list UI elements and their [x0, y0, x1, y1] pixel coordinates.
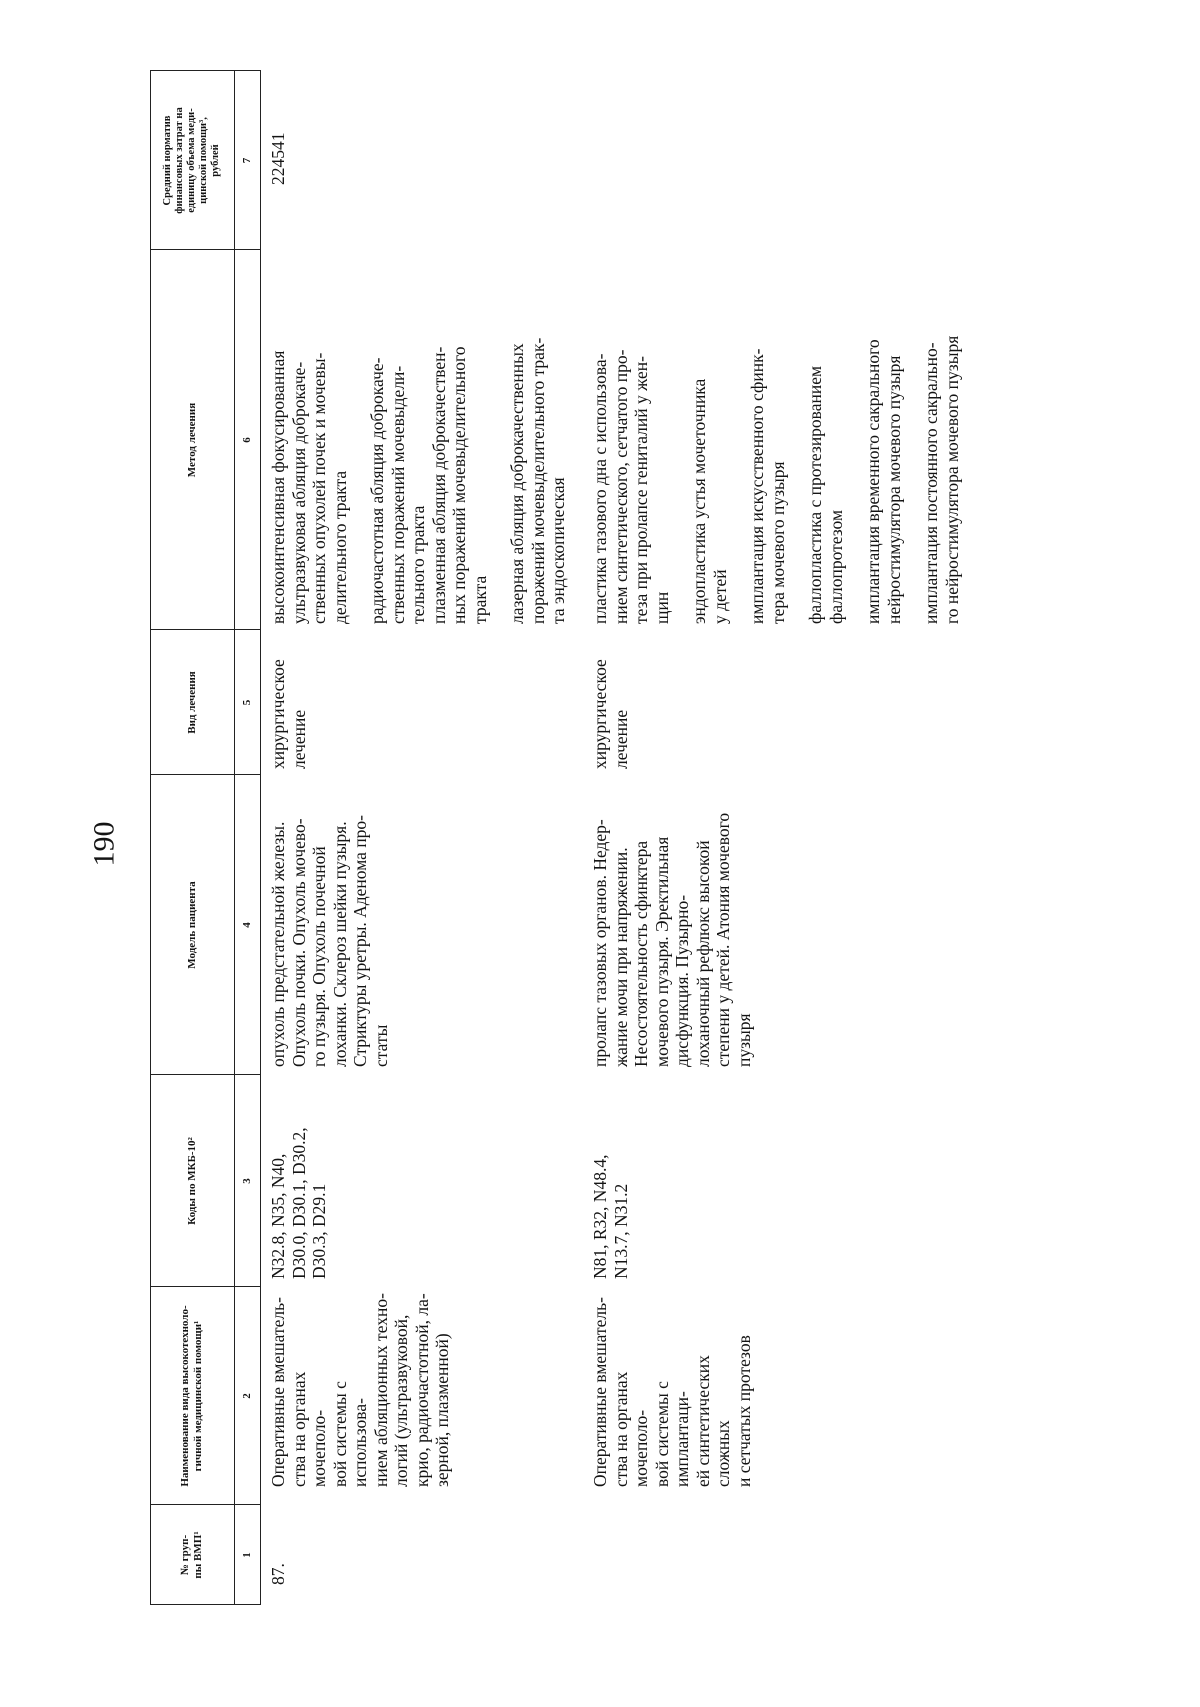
icd-codes: N81, R32, N48.4, N13.7, N31.2	[590, 1154, 631, 1279]
header-rule	[234, 70, 235, 1605]
column-number: 4	[241, 922, 253, 928]
icd-codes: N32.8, N35, N40, D30.0, D30.1, D30.2, D30.3, D29.1	[268, 1127, 329, 1279]
column-number: 7	[241, 157, 253, 164]
header-treatment-type: Вид лечения	[185, 671, 198, 734]
care-table	[150, 70, 1080, 1605]
column-number: 5	[241, 699, 253, 706]
header-care-name: Наименование вида высокотехноло- гичной медицинской помощи¹	[179, 1305, 204, 1487]
treatment-method: фаллопластика с протезированием фаллопротезом	[805, 365, 846, 624]
treatment-type: хирургическое лечение	[590, 659, 631, 769]
header-icd-codes: Коды по МКБ-10²	[185, 1137, 198, 1225]
column-number: 2	[241, 1393, 253, 1399]
column-number: 1	[241, 1552, 253, 1558]
treatment-method: имплантация постоянного сакрально- го нейростимулятора мочевого пузыря	[921, 335, 962, 624]
treatment-method: лазерная абляция доброкачественных поражений мочевыделительного трак- та эндоскопическая	[507, 337, 568, 624]
care-name: Оперативные вмешатель- ства на органах мочеполо- вой системы с использова- нием абляционных техно- логий (ультразвуковой, крио, радиочастотной, ла- зерной, плазменной)	[268, 1293, 452, 1487]
header-cost-standard: Средний норматив финансовых затрат на единицу объема меди- цинской помощи³, рублей	[162, 107, 221, 214]
treatment-method: эндопластика устья мочеточника у детей	[689, 378, 730, 624]
table-top-rule	[150, 70, 151, 1605]
care-name: Оперативные вмешатель- ства на органах мочеполо- вой системы с имплантаци- ей синтетических сложных и сетчатых протезов	[590, 1297, 754, 1487]
treatment-method: имплантация искусственного сфинк- тера мочевого пузыря	[747, 348, 788, 624]
treatment-methods	[590, 250, 962, 624]
header-group-number: № груп- пы ВМП¹	[179, 1531, 204, 1579]
treatment-method: пластика тазового дна с использова- нием синтетического, сетчатого про- теза при пролапсе гениталий у жен- щин	[590, 349, 672, 624]
group-number: 87.	[268, 1563, 288, 1585]
header-patient-model: Модель пациента	[185, 881, 198, 969]
column-number-rule	[260, 70, 261, 1605]
page-number: 190	[87, 821, 121, 867]
treatment-method: радиочастотная абляция доброкаче- ственных поражений мочевыдели- тельного тракта плазменная абляция доброкачествен- ных поражений мочевыделительного тракта	[367, 346, 490, 624]
cost-standard: 224541	[268, 132, 288, 185]
treatment-type: хирургическое лечение	[268, 659, 309, 769]
patient-model: опухоль предстательной железы. Опухоль почки. Опухоль мочево- го пузыря. Опухоль почечной лоханки. Склероз шейки пузыря. Стриктуры уретры. Аденома про- статы	[268, 814, 391, 1067]
column-number: 6	[241, 437, 253, 443]
column-number: 3	[241, 1178, 253, 1184]
treatment-method: высокоинтенсивная фокусированная ультразвуковая абляция доброкаче- ственных опухолей почек и мочевы- делительного тракта	[268, 350, 350, 624]
treatment-methods	[268, 250, 569, 624]
patient-model: пролапс тазовых органов. Недер- жание мочи при напряжении. Несостоятельность сфинктера мочевого пузыря. Эректильная дисфункция. Пузырно- лоханочный рефлюкс высокой степени у детей. Атония мочевого пузыря	[590, 812, 754, 1067]
table-grid	[150, 70, 1080, 1605]
header-treatment-method: Метод лечения	[185, 402, 198, 478]
treatment-method: имплантация временного сакрального нейростимулятора мочевого пузыря	[863, 339, 904, 624]
